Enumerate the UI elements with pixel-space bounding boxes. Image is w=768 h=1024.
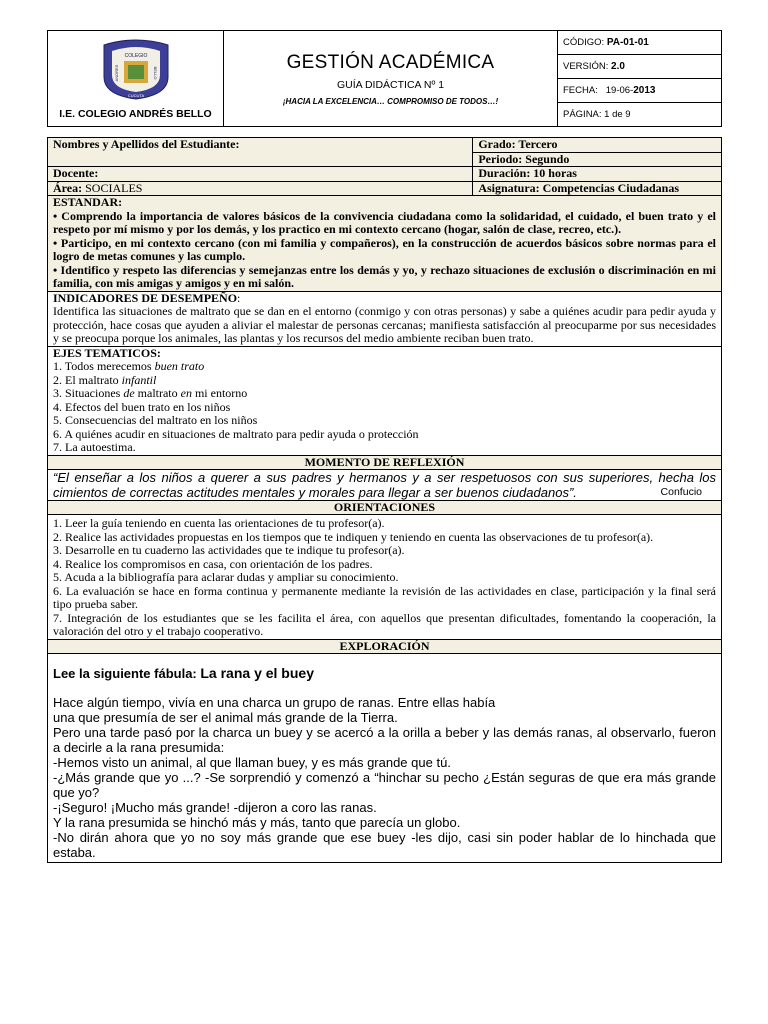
area-label: Área: [53, 180, 83, 195]
guide-subtitle: GUÍA DIDÁCTICA Nº 1 [336, 78, 445, 91]
ejes-item: 6. A quiénes acudir en situaciones de maltrato para pedir ayuda o protección [53, 426, 419, 441]
ejes-item [53, 387, 716, 401]
ejes-item-text: maltrato [134, 386, 181, 400]
subject-text: Asignatura: Competencias Ciudadanas [478, 180, 680, 195]
indicadores-section [48, 291, 722, 346]
exploracion-title: EXPLORACIÓN [339, 638, 430, 653]
duration-field [473, 167, 722, 182]
header-title-cell [224, 31, 558, 127]
version-cell [558, 55, 722, 79]
orientaciones-section [48, 515, 722, 640]
reflexion-title: MOMENTO DE REFLEXIÓN [304, 454, 465, 469]
teacher-field [48, 167, 473, 182]
teacher-label: Docente: [53, 166, 99, 180]
ejes-item: 4. Efectos del buen trato en los niños [53, 399, 231, 414]
period-field [473, 152, 722, 167]
date-value-prefix: 19-06- [605, 85, 634, 96]
fable-paragraph: Hace algún tiempo, vivía en una charca un grupo de ranas. Entre ellas había una que presumía de ser el animal más grande de la Tierra. [53, 695, 496, 725]
fable-paragraph: -¿Más grande que yo ...? -Se sorprendió y comenzó a “hinchar su pecho ¿Están seguras de que era más grande que yo? [53, 770, 716, 800]
ejes-section [48, 346, 722, 455]
orientacion-item: 2. Realice las actividades propuestas en los tiempos que te indiquen y teniendo en cuenta las observaciones de tu profesor(a). [53, 529, 654, 544]
document-title: GESTIÓN ACADÉMICA [286, 51, 495, 73]
code-cell [558, 31, 722, 55]
student-name-field [48, 138, 473, 167]
logo-text-bottom: CUCUTA [127, 93, 144, 98]
fable-paragraph: -¡Seguro! ¡Mucho más grande! -dijeron a coro las ranas. [53, 800, 377, 815]
indicadores-title: INDICADORES DE DESEMPEÑO [53, 290, 238, 305]
ejes-item: 7. La autoestima. [53, 440, 136, 454]
logo-cell [48, 31, 224, 127]
date-value-year: 2013 [633, 85, 656, 96]
date-label: FECHA: [563, 85, 598, 96]
page-label: PÁGINA: 1 de 9 [563, 109, 631, 120]
ejes-item-italic: buen trato [154, 359, 205, 373]
ejes-item-italic: en [180, 386, 192, 400]
ejes-item [53, 360, 716, 374]
reflexion-section [48, 470, 722, 501]
orientacion-item: 3. Desarrolle en tu cuaderno las actividades que te indique tu profesor(a). [53, 543, 405, 557]
code-label: CÓDIGO: [563, 37, 605, 48]
logo-text-top: COLEGIO [124, 53, 147, 59]
student-name-label: Nombres y Apellidos del Estudiante: [53, 137, 240, 151]
ejes-item-italic: infantil [121, 372, 157, 387]
subject-field [473, 181, 722, 196]
document-header [47, 30, 722, 127]
indicadores-colon: : [237, 290, 241, 305]
school-logo [98, 37, 174, 101]
date-cell [558, 79, 722, 103]
ejes-item-text: 3. Situaciones [53, 386, 124, 400]
ejes-item: 5. Consecuencias del maltrato en los niños [53, 413, 258, 427]
reflexion-quote: “El enseñar a los niños a querer a sus padres y hermanos y a ser respetuosos con sus superiores, hecha los cimientos de correctas actitudes mentales y morales para llegar a ser buenos ciudadanos”. [53, 470, 716, 500]
reflexion-heading [48, 455, 722, 470]
fable-intro-line [53, 666, 716, 681]
estandar-item: • Comprendo la importancia de valores básicos de la convivencia ciudadana como la solidaridad, el cuidado, el buen trato y el respeto por mí mismo y por los demás, y los practico en mi contexto cercano (hogar, salón de clase, recreo, etc.). [53, 208, 716, 236]
orientacion-item: 7. Integración de los estudiantes que se les facilita el área, con aquellos que presentan dificultades, fomentando la cooperación, la valoración del otro y el trabajo cooperativo. [53, 610, 716, 638]
orientacion-item: 1. Leer la guía teniendo en cuenta las orientaciones de tu profesor(a). [53, 516, 385, 530]
ejes-item [53, 374, 716, 388]
page-cell [558, 103, 722, 127]
orientaciones-heading [48, 500, 722, 515]
ejes-item-text: mi entorno [191, 386, 248, 400]
quote-author: Confucio [660, 486, 702, 498]
period-text: Periodo: Segundo [478, 151, 570, 166]
grade-text: Grado: Tercero [478, 137, 558, 151]
ejes-item-italic: de [123, 386, 135, 400]
fable-paragraph: Y la rana presumida se hinchó más y más, tanto que parecía un globo. [53, 815, 461, 830]
motto: ¡HACIA LA EXCELENCIA… COMPROMISO DE TODOS…! [282, 96, 499, 106]
school-name: I.E. COLEGIO ANDRÉS BELLO [59, 108, 212, 120]
exploracion-section [48, 654, 722, 863]
indicadores-text: Identifica las situaciones de maltrato que se dan en el entorno (conmigo y con otras personas) y sabe a quiénes acudir para pedir ayuda y protección, hace cosas que ayuden a aliviar el malestar de personas cercanas; manifiesta satisfacción al preocuparme por sus necesidades y se preocupa porque los animales, las plantas y los recursos del medio ambiente reciban buen trato. [53, 304, 716, 345]
estandar-item: • Participo, en mi contexto cercano (con mi familia y compañeros), en la construcción de acuerdos básicos sobre normas para el logro de metas comunes y las cumplo. [53, 235, 716, 263]
fable-paragraph: -Hemos visto un animal, al que llaman buey, y es más grande que tú. [53, 755, 451, 770]
version-label: VERSIÓN: [563, 61, 609, 72]
orientacion-item: 5. Acuda a la bibliografía para aclarar dudas y ampliar su conocimiento. [53, 570, 399, 584]
duration-text: Duración: 10 horas [478, 166, 577, 180]
logo-text-right: BELLO [152, 66, 158, 80]
fable-title: La rana y el buey [200, 665, 314, 681]
logo-text-left: ANDRES [113, 64, 119, 82]
fable-intro: Lee la siguiente fábula: [53, 666, 201, 681]
exploracion-heading [48, 639, 722, 654]
estandar-title: ESTANDAR: [53, 195, 123, 209]
estandar-section [48, 196, 722, 292]
fable-paragraph: Pero una tarde pasó por la charca un buey y se acercó a la orilla a beber y las demás ranas, al observarlo, fueron a decirle a la rana presumida: [53, 725, 716, 755]
orientaciones-title: ORIENTACIONES [333, 499, 436, 514]
fable-paragraph: -No dirán ahora que yo no soy más grande que ese buey -les dijo, casi sin poder hablar de lo hinchada que estaba. [53, 830, 716, 860]
grade-field [473, 138, 722, 153]
version-value: 2.0 [611, 61, 625, 72]
ejes-title: EJES TEMATICOS: [53, 345, 161, 360]
code-value: PA-01-01 [606, 37, 649, 48]
ejes-item-text: 2. El maltrato [53, 372, 122, 387]
orientacion-item: 4. Realice los compromisos en casa, con orientación de los padres. [53, 556, 373, 571]
ejes-item-text: 1. Todos merecemos [53, 359, 155, 373]
area-field [48, 181, 473, 196]
guide-form [47, 137, 722, 863]
estandar-item: • Identifico y respeto las diferencias y semejanzas entre los demás y yo, y rechazo situaciones de exclusión o discriminación en mi familia, con mis amigas y amigos y en mi salón. [53, 262, 716, 290]
area-value: SOCIALES [82, 180, 143, 195]
orientacion-item: 6. La evaluación se hace en forma continua y permanente mediante la revisión de las actividades en clase, participación y la final será tipo prueba saber. [53, 583, 716, 611]
